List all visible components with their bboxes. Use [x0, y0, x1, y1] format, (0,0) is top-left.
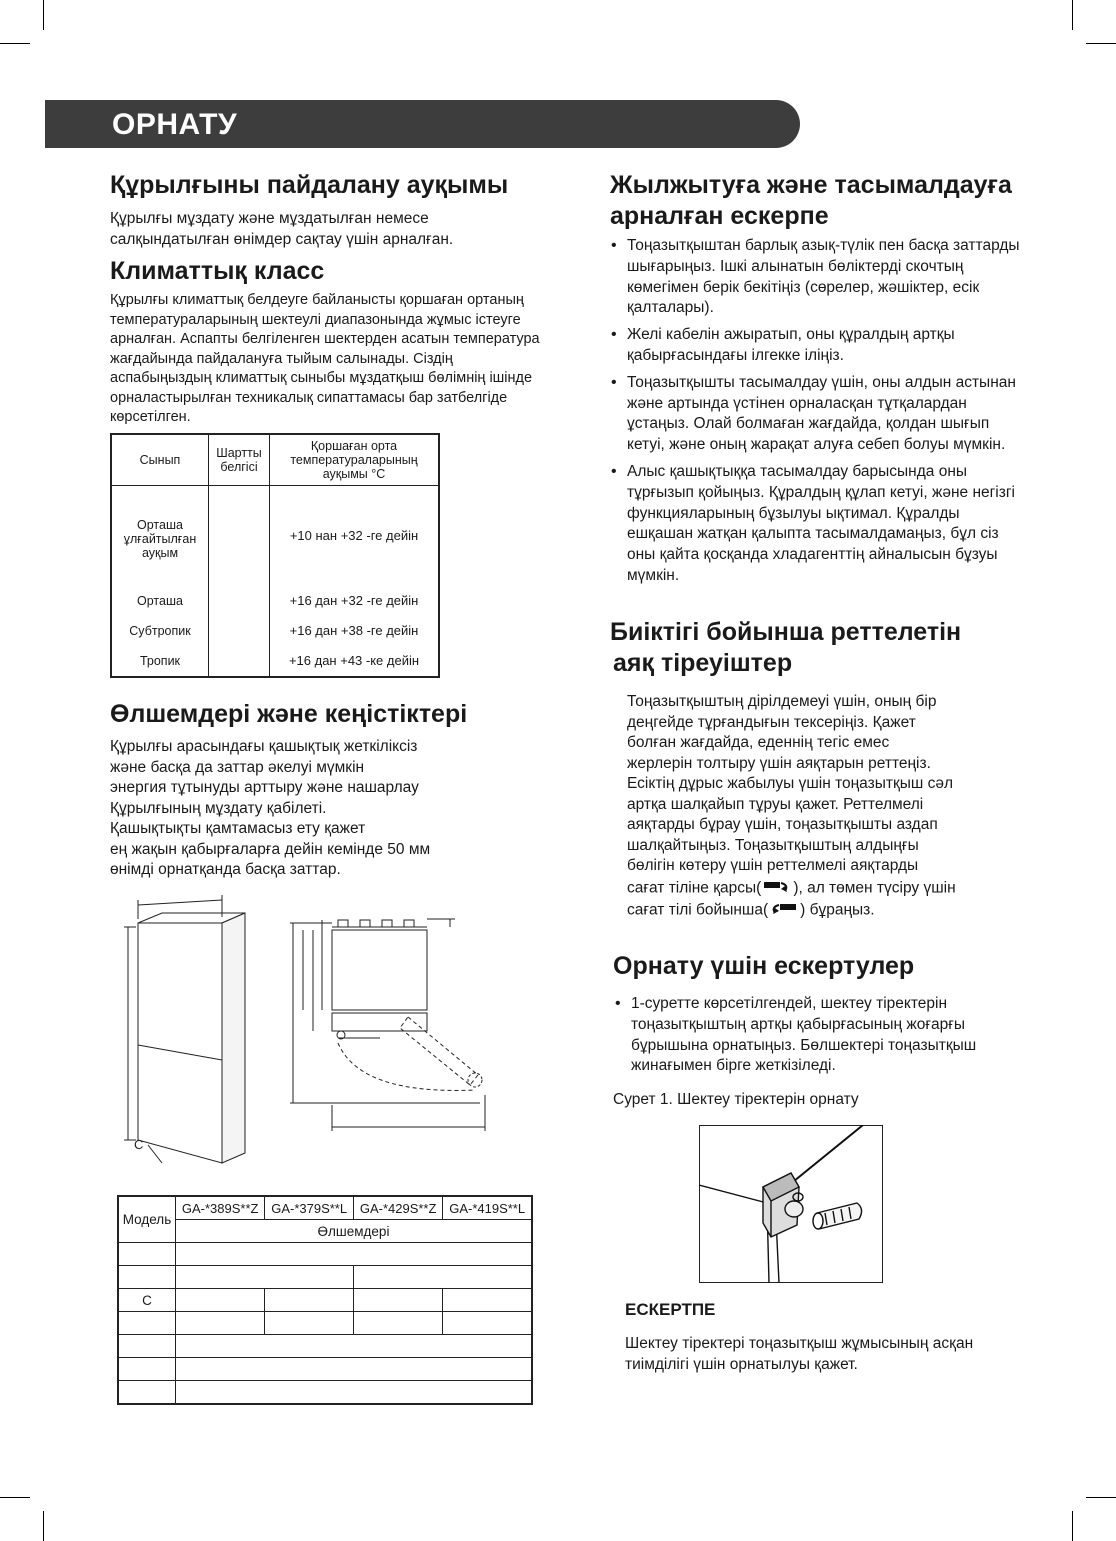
model-name: GA-*389S**Z	[176, 1196, 265, 1220]
col-header-class: Сынып	[111, 434, 209, 485]
cell-class: Орташа ұлғайтылған ауқым	[111, 485, 209, 587]
feet-text	[627, 692, 957, 922]
scope-heading: Құрылғыны пайдалану ауқымы	[110, 171, 509, 199]
clockwise-icon	[768, 899, 800, 922]
dimensions-line: және басқа да заттар әкелуі мүмкін	[110, 758, 365, 776]
page-title: ОРНАТУ	[112, 108, 238, 141]
feet-text-ccw: қарсы(	[713, 878, 762, 896]
cell-range: +10 нан +32 -ге дейін	[270, 485, 440, 587]
crop-mark	[0, 1497, 30, 1498]
section-header-bar	[45, 100, 800, 148]
cell-class: Субтропик	[111, 616, 209, 645]
list-item: • 1-суретте көрсетілгендей, шектеу тіректерін тоңазытқыштың артқы қабырғасының жоғарғы бұрышына орнатыңыз. Бөлшектері тоңазытқыш жинағымен бірге жеткізіледі.	[614, 994, 999, 1077]
note-text: Шектеу тіректері тоңазытқыш жұмысының асқан тиімділігі үшін орнатылуы қажет.	[625, 1335, 974, 1373]
dimension-label-c: C	[134, 1137, 144, 1152]
install-heading: Орнату үшін ескертулер	[613, 952, 915, 980]
note-heading: ЕСКЕРТПЕ	[625, 1300, 716, 1319]
model-name: GA-*419S**L	[443, 1196, 532, 1220]
crop-mark	[43, 1511, 44, 1541]
feet-text-main: Тоңазытқыштың дірілдемеуі үшін, оның бір деңгейде тұрғандығын тексеріңіз. Қажет болған жағдайда, еденнің тегіс емес жерлерін толтыру үшін аяқтарын реттеңіз. Есіктің дұрыс жабылуы үшін тоңазытқыш сәл артқа шалқайып тұруы қажет. Реттелмелі аяқтарды бұрау үшін, тоңазытқышты аздап шалқайтыңыз. Тоңазытқыштың алдыңғы бөлігін көтеру үшін реттелмелі аяқтарды сағат тіліне	[627, 693, 954, 896]
cell-symbol	[209, 485, 270, 587]
dimensions-text	[110, 737, 530, 881]
row-label-c: C	[118, 1289, 176, 1312]
table-row	[118, 1381, 532, 1405]
cell-range: +16 дан +38 -ге дейін	[270, 616, 440, 645]
moving-list	[610, 236, 1020, 593]
cell-class: Орташа	[111, 587, 209, 616]
model-label: Модель	[118, 1196, 176, 1243]
crop-mark	[1086, 43, 1116, 44]
dimensions-line: ең жақын қабырғаларға дейін кемінде 50 мм	[110, 840, 431, 858]
crop-mark	[43, 0, 44, 30]
table-row	[118, 1243, 532, 1266]
table-row	[118, 1335, 532, 1358]
scope-text: Құрылғы мұздату және мұздатылған немесе салқындатылған өнімдер сақтау үшін арналған.	[110, 210, 454, 248]
moving-heading-line: Жылжытуға және тасымалдауға	[610, 171, 1012, 199]
list-item: • Желі кабелін ажыратып, оны құралдың артқы қабырғасындағы ілгекке іліңіз.	[610, 325, 1020, 367]
feet-heading-line: аяқ тіреуіштер	[613, 649, 793, 677]
table-row	[118, 1196, 532, 1220]
cell-symbol	[209, 646, 270, 677]
col-header-symbol: Шартты белгісі	[209, 434, 270, 485]
list-item: • Тоңазытқышты тасымалдау үшін, оны алдын астынан және артында үстінен орналасқан тұтқалардан ұстаңыз. Олай болмаған жағдайда, қолдан шығып кетуі, және оның жарақат алуға себеп болуы мүмкін.	[610, 373, 1020, 456]
crop-mark	[1072, 1511, 1073, 1541]
climate-heading: Климаттық класс	[110, 257, 325, 285]
col-header-range: Қоршаған орта температураларының ауқымы °C	[270, 434, 440, 485]
table-row	[118, 1358, 532, 1381]
moving-heading-line: арналған ескерпе	[610, 202, 829, 230]
crop-mark	[0, 43, 30, 44]
cell-range: +16 дан +43 -ке дейін	[270, 646, 440, 677]
dims-label: Өлшемдері	[176, 1220, 533, 1243]
table-row	[111, 587, 439, 616]
cell-range: +16 дан +32 -ге дейін	[270, 587, 440, 616]
model-dimensions-table	[117, 1195, 533, 1405]
list-item: • Алыс қашықтыққа тасымалдау барысында оны тұрғызып қойыңыз. Құралдың құлап кетуі, және негізгі функцияларының бұзылуы ықтимал. Құралды ешқашан жатқан қалыпта тасымалдамаңыз, бұл сіз оны қайта қосқанда хладагенттің айналысын бұзуы мүмкін.	[610, 462, 1020, 587]
model-name: GA-*379S**L	[265, 1196, 354, 1220]
crop-mark	[1086, 1497, 1116, 1498]
table-row	[118, 1289, 532, 1312]
table-row	[118, 1312, 532, 1335]
cell-symbol	[209, 587, 270, 616]
feet-heading	[610, 617, 1050, 679]
stopper-installation-figure	[699, 1125, 883, 1283]
fridge-front-face	[138, 923, 222, 1163]
dimensions-heading: Өлшемдері және кеңістіктері	[110, 700, 468, 728]
dimensions-line: Құрылғының мұздату қабілеті.	[110, 799, 327, 817]
dimensions-line: өнімді орнатқанда басқа заттар.	[110, 861, 341, 878]
climate-class-table	[110, 433, 440, 678]
model-name: GA-*429S**Z	[353, 1196, 442, 1220]
table-row	[111, 646, 439, 677]
feet-text-cw: тілі бойынша(	[668, 901, 769, 919]
moving-heading	[610, 170, 1050, 232]
climate-text: Құрылғы климаттық белдеуге байланысты қоршаған ортаның температураларының шектеулі диапазонында жұмыс істеуге арналған. Аспапты белгіленген шектерден асатын температура жағдайында пайдалануға тыйым салынады. Сіздің аспабыңыздың климаттық сыныбы мұздатқыш бөлімнің ішінде орналастырылған техникалық сипаттамасы бар затбелгіде көрсетілген.	[110, 292, 540, 425]
figure-caption: Сурет 1. Шектеу тіректерін орнату	[613, 1091, 859, 1108]
table-row	[118, 1266, 532, 1289]
feet-text-end: ) бұраңыз.	[800, 901, 875, 919]
table-row	[111, 616, 439, 645]
feet-text-mid: ), ал төмен түсіру үшін сағат	[627, 878, 956, 919]
counterclockwise-icon	[761, 877, 793, 900]
table-header-row	[111, 434, 439, 485]
cell-symbol	[209, 616, 270, 645]
list-item: • Тоңазытқыштан барлық азық-түлік пен басқа заттарды шығарыңыз. Ішкі алынатын бөліктерді скочтың көмегімен берік бекітіңіз (сөрелер, жәшіктер, есік қалталары).	[610, 236, 1020, 319]
dimensions-line: Қашықтықты қамтамасыз ету қажет	[110, 820, 366, 837]
table-row	[118, 1220, 532, 1243]
install-list	[614, 994, 999, 1083]
table-row	[111, 485, 439, 587]
dimensions-line: Құрылғы арасындағы қашықтық жеткіліксіз	[110, 738, 418, 755]
cell-class: Тропик	[111, 646, 209, 677]
feet-heading-line: Биіктігі бойынша реттелетін	[610, 618, 962, 646]
dimensions-line: энергия тұтынуды арттыру және нашарлау	[110, 779, 419, 796]
crop-mark	[1072, 0, 1073, 30]
fridge-dimension-diagram	[110, 895, 505, 1170]
